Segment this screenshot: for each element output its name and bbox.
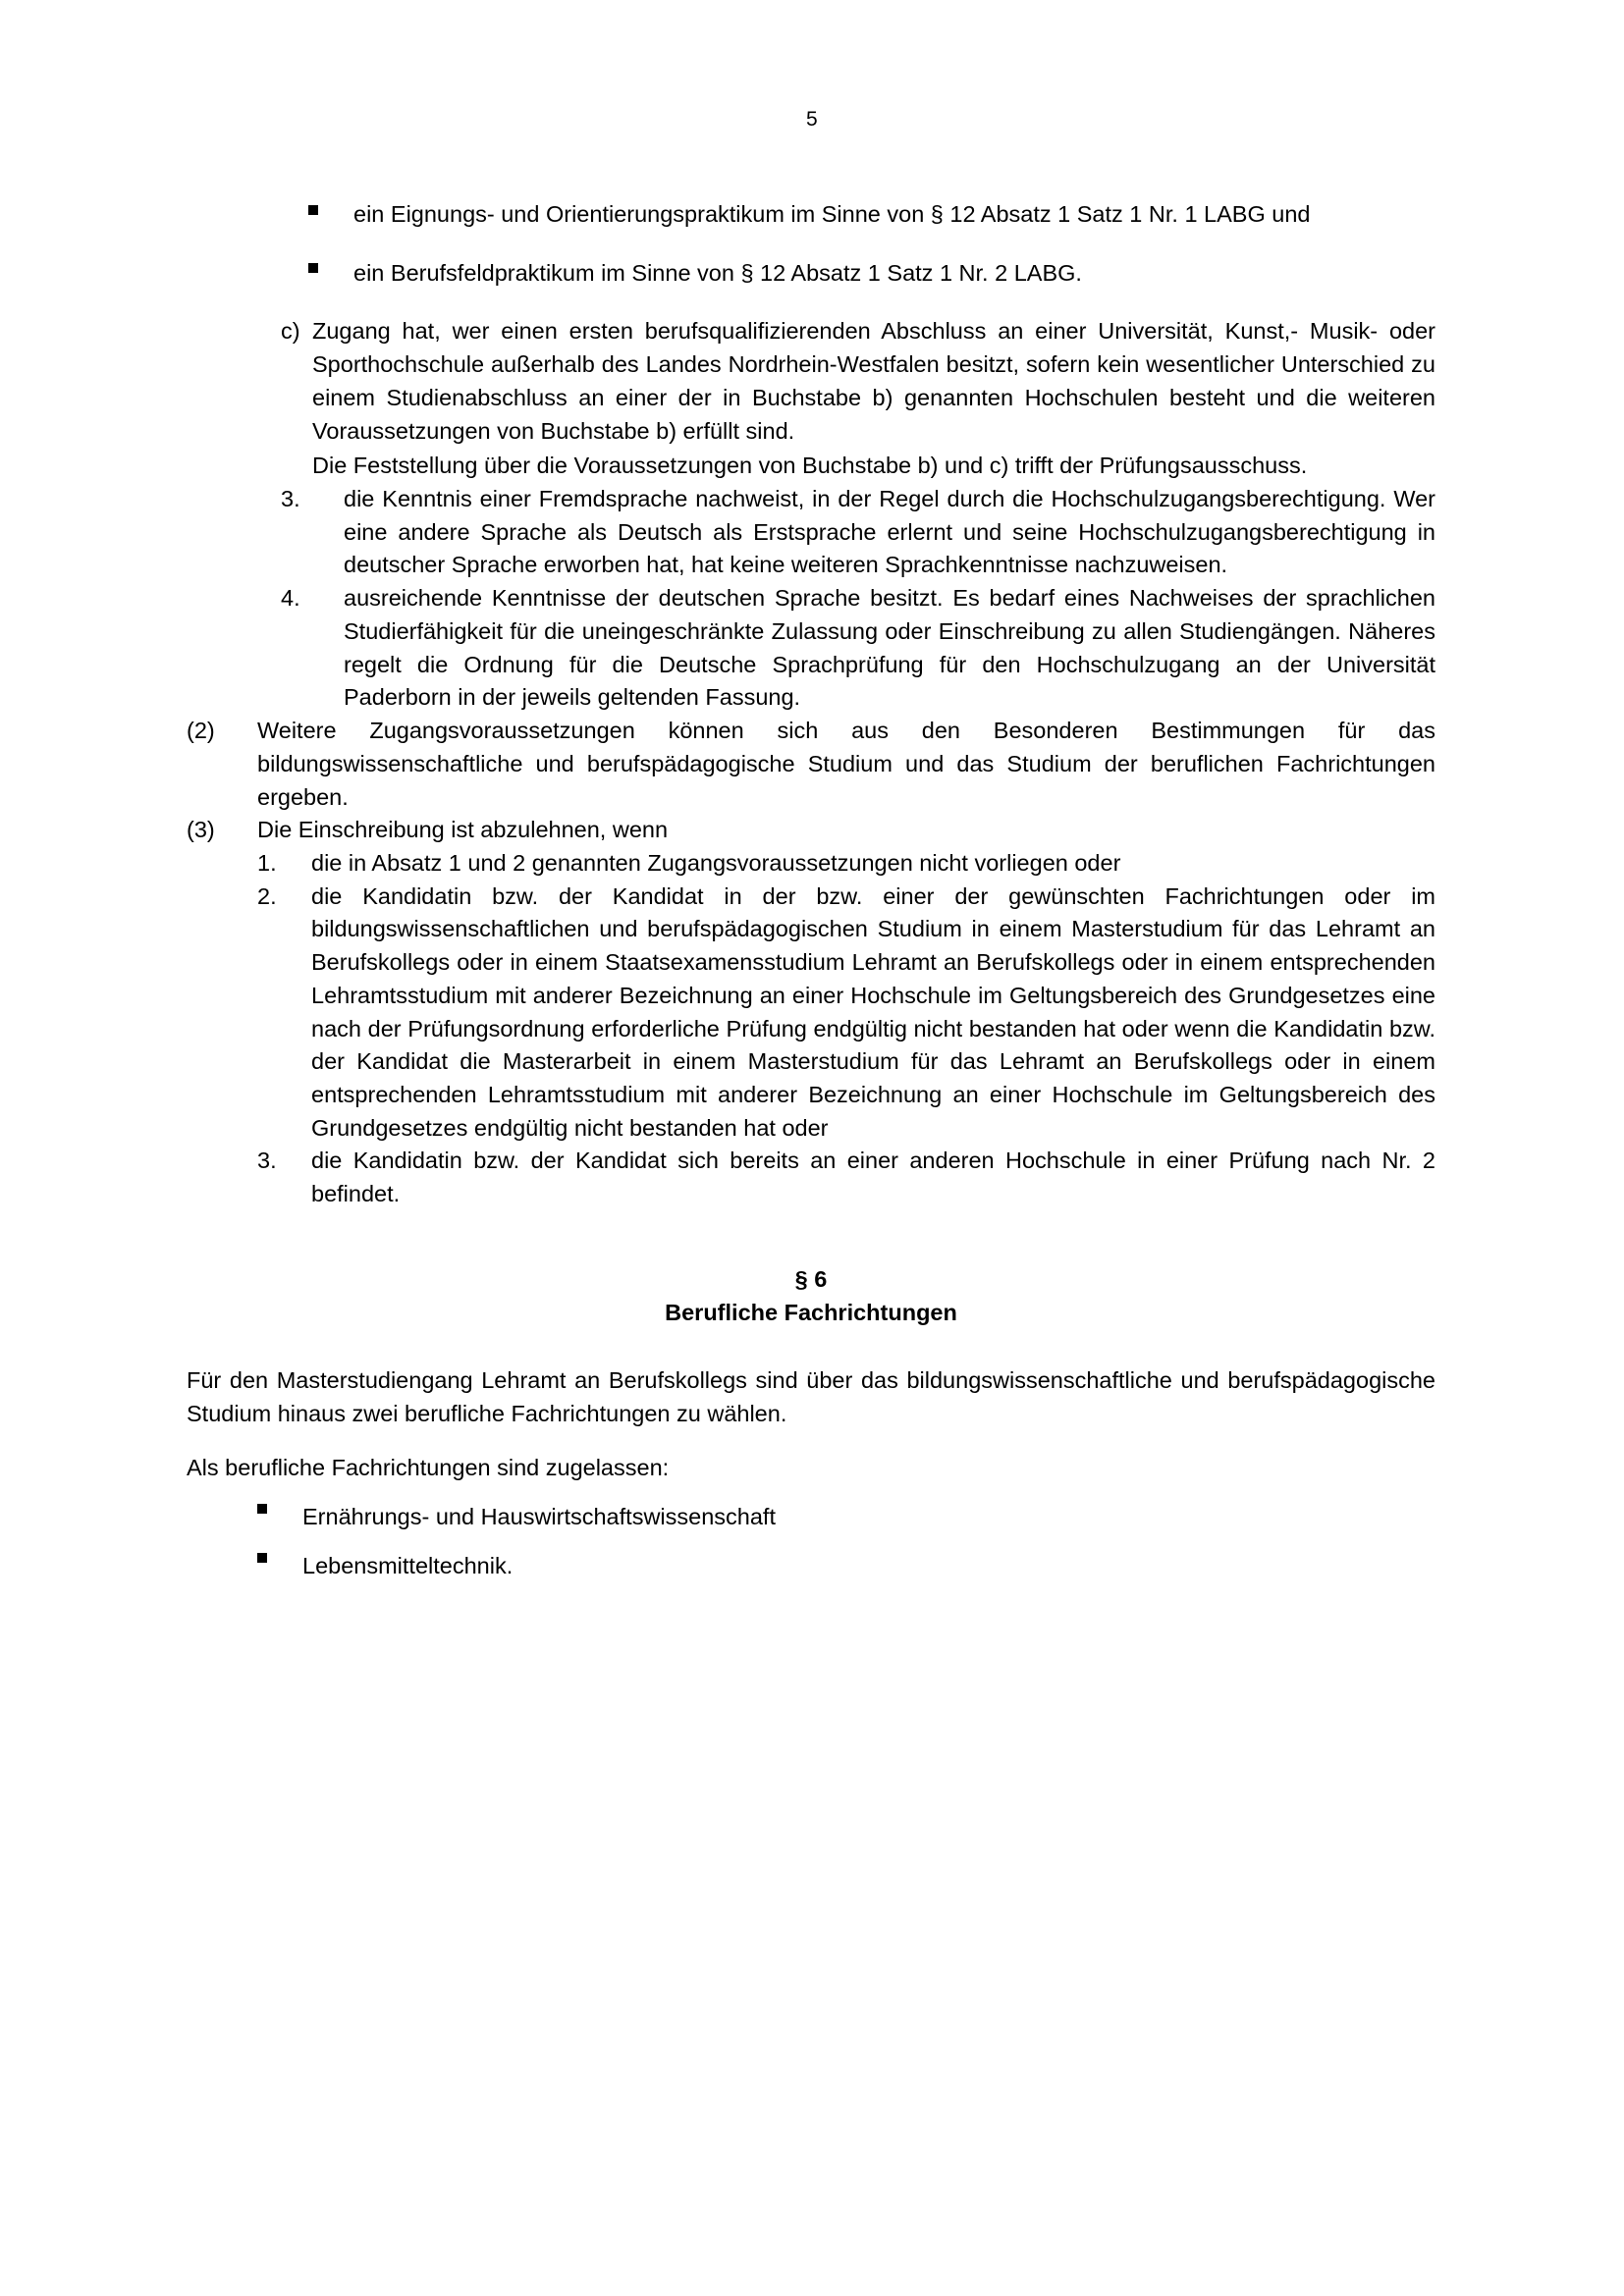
paragraph-text: Die Einschreibung ist abzulehnen, wenn	[257, 817, 669, 843]
list-item	[257, 881, 1435, 1146]
section-paragraph: Für den Masterstudiengang Lehramt an Berufskollegs sind über das bildungswissenschaftliche und berufspädagogische Studium hinaus zwei berufliche Fachrichtungen zu wählen.	[187, 1366, 1435, 1426]
list-item	[308, 198, 1435, 232]
list-marker: c)	[281, 318, 300, 345]
list-marker: 2.	[257, 882, 277, 909]
list-item-text: ausreichende Kenntnisse der deutschen Sprache besitzt. Es bedarf eines Nachweises der sprachlichen Studierfähigkeit für die uneingeschränkte Zulassung oder Einschreibung zu allen Studiengängen. Näheres regelt die Ordnung für die Deutsche Sprachprüfung für den Hochschulzugang an der Universität Paderborn in der jeweils geltenden Fassung.	[344, 585, 1435, 711]
list-item	[257, 1501, 1435, 1534]
list-item	[257, 1550, 1435, 1583]
feststellung-paragraph: Die Feststellung über die Voraussetzungen von Buchstabe b) und c) trifft der Prüfungsausschuss.	[312, 453, 1308, 479]
list-item-text: ein Berufsfeldpraktikum im Sinne von § 12 Absatz 1 Satz 1 Nr. 2 LABG.	[353, 259, 1082, 286]
list-item	[281, 483, 1435, 582]
paragraph-2	[187, 715, 1435, 814]
section-paragraph: Als berufliche Fachrichtungen sind zugelassen:	[187, 1455, 670, 1481]
list-item-letter-c	[281, 315, 1435, 448]
list-marker: 1.	[257, 849, 277, 876]
bullet-square-icon	[308, 257, 353, 287]
paragraph-text: Weitere Zugangsvoraussetzungen können sich aus den Besonderen Bestimmungen für das bildungswissenschaftliche und berufspädagogische Studium und das Studium der beruflichen Fachrichtungen ergeben.	[257, 718, 1435, 810]
list-item-text: ein Eignungs- und Orientierungspraktikum im Sinne von § 12 Absatz 1 Satz 1 Nr. 1 LABG und	[353, 201, 1311, 227]
list-marker: 3.	[257, 1148, 277, 1174]
list-item	[308, 257, 1435, 291]
section-heading	[187, 1262, 1435, 1329]
page-number: 5	[806, 108, 818, 131]
list-marker: 4.	[281, 585, 300, 612]
list-item-text: die Kandidatin bzw. der Kandidat sich bereits an einer anderen Hochschule in einer Prüfung nach Nr. 2 befindet.	[311, 1148, 1435, 1207]
section-number: § 6	[794, 1265, 828, 1292]
list-item-text: die in Absatz 1 und 2 genannten Zugangsvoraussetzungen nicht vorliegen oder	[311, 849, 1121, 876]
list-item-text: Zugang hat, wer einen ersten berufsqualifizierenden Abschluss an einer Universität, Kunst,- Musik- oder Sporthochschule außerhalb des Landes Nordrhein-Westfalen besitzt, sofern kein wesentlicher Unterschied zu einem Studienabschluss an einer der in Buchstabe b) genannten Hochschulen besteht und die weiteren Voraussetzungen von Buchstabe b) erfüllt sind.	[312, 318, 1435, 444]
bullet-square-icon	[308, 198, 353, 228]
list-item-text: Lebensmitteltechnik.	[302, 1552, 514, 1578]
list-item	[281, 582, 1435, 715]
paragraph-3	[187, 814, 1435, 847]
paragraph-marker: (3)	[187, 817, 215, 843]
list-marker: 3.	[281, 486, 300, 512]
section-title: Berufliche Fachrichtungen	[665, 1299, 957, 1325]
bullet-square-icon	[257, 1501, 302, 1523]
paragraph-marker: (2)	[187, 718, 215, 744]
list-item-text: die Kenntnis einer Fremdsprache nachweist, in der Regel durch die Hochschulzugangsberechtigung. Wer eine andere Sprache als Deutsch als Erstsprache erlernt und seine Hochschulzugangsberechtigung in deutscher Sprache erworben hat, hat keine weiteren Sprachkenntnisse nachzuweisen.	[344, 486, 1435, 578]
list-item	[257, 1145, 1435, 1210]
bullet-square-icon	[257, 1550, 302, 1573]
list-item	[257, 847, 1435, 881]
list-item-text: Ernährungs- und Hauswirtschaftswissenschaft	[302, 1504, 776, 1530]
list-item-text: die Kandidatin bzw. der Kandidat in der bzw. einer der gewünschten Fachrichtungen oder im bildungswissenschaftlichen und berufspädagogischen Studium in einem Masterstudium für das Lehramt an Berufskollegs oder in einem Staatsexamensstudium Lehramt an Berufskollegs oder in einem entsprechenden Lehramtsstudium mit anderer Bezeichnung an einer Hochschule im Geltungsbereich des Grundgesetzes eine nach der Prüfungsordnung erforderliche Prüfung endgültig nicht bestanden hat oder wenn die Kandidatin bzw. der Kandidat die Masterarbeit in einem Masterstudium für das Lehramt an Berufskollegs oder in einem entsprechenden Lehramtsstudium mit anderer Bezeichnung an einer Hochschule im Geltungsbereich des Grundgesetzes endgültig nicht bestanden hat oder	[311, 882, 1435, 1141]
document-content	[0, 198, 1624, 1583]
